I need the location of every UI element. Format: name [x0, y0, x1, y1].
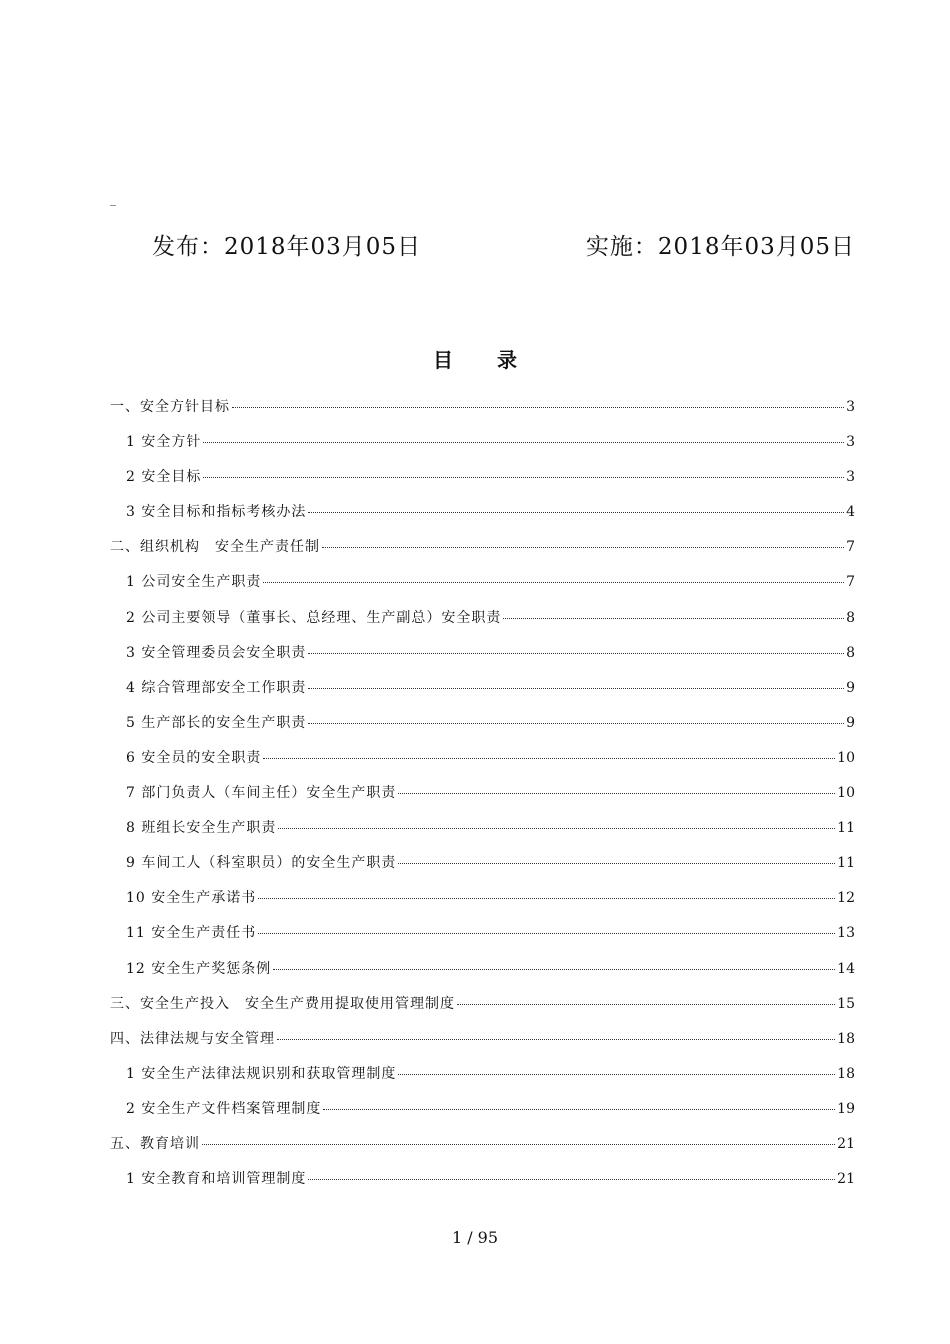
toc-entry-page: 3	[846, 469, 855, 486]
toc-entry-label: 1 公司安全生产职责	[126, 574, 262, 591]
toc-leader-dots	[277, 1039, 835, 1040]
toc-entry-label: 2 公司主要领导（董事长、总经理、生产副总）安全职责	[126, 609, 502, 626]
toc-leader-dots	[322, 547, 844, 548]
toc-entry-label: 9 车间工人（科室职员）的安全生产职责	[126, 855, 397, 872]
toc-entry[interactable]	[110, 607, 855, 642]
toc-title-char-2: 录	[497, 348, 517, 372]
publish-implement-line	[0, 228, 950, 264]
toc-leader-dots	[202, 1144, 835, 1145]
toc-entry[interactable]	[110, 747, 855, 782]
toc-entry-label: 二、组织机构 安全生产责任制	[110, 539, 320, 556]
toc-entry-page: 14	[837, 960, 855, 977]
toc-entry[interactable]	[110, 1028, 855, 1063]
toc-entry[interactable]	[110, 466, 855, 501]
toc-entry[interactable]	[110, 852, 855, 887]
toc-entry-label: 3 安全管理委员会安全职责	[126, 644, 307, 661]
toc-entry-page: 7	[846, 539, 855, 556]
toc-entry[interactable]	[110, 1063, 855, 1098]
toc-leader-dots	[323, 1109, 835, 1110]
toc-leader-dots	[232, 407, 844, 408]
toc-entry-label: 8 班组长安全生产职责	[126, 820, 277, 837]
toc-entry-page: 18	[837, 1065, 855, 1082]
toc-entry-page: 8	[846, 644, 855, 661]
toc-leader-dots	[203, 442, 844, 443]
toc-leader-dots	[308, 723, 844, 724]
page-indicator: 1 / 95	[451, 1228, 499, 1247]
toc-entry[interactable]	[110, 958, 855, 993]
toc-leader-dots	[263, 582, 844, 583]
toc-leader-dots	[398, 793, 835, 794]
toc-entry-page: 9	[846, 714, 855, 731]
toc-entry[interactable]	[110, 396, 855, 431]
toc-entry-page: 4	[846, 504, 855, 521]
toc-title-char-1: 目	[433, 348, 453, 372]
toc-entry[interactable]	[110, 817, 855, 852]
toc-entry[interactable]	[110, 431, 855, 466]
toc-entry[interactable]	[110, 501, 855, 536]
toc-leader-dots	[308, 653, 844, 654]
toc-entry[interactable]	[110, 677, 855, 712]
toc-leader-dots	[308, 512, 844, 513]
toc-entry[interactable]	[110, 1168, 855, 1203]
toc-entry[interactable]	[110, 571, 855, 606]
toc-entry-label: 3 安全目标和指标考核办法	[126, 504, 307, 521]
toc-leader-dots	[203, 477, 844, 478]
toc-entry[interactable]	[110, 536, 855, 571]
toc-entry-page: 3	[846, 399, 855, 415]
toc-entry-page: 11	[837, 855, 855, 872]
toc-entry-label: 5 生产部长的安全生产职责	[126, 714, 307, 731]
toc-entry-page: 7	[846, 574, 855, 591]
toc-entry[interactable]	[110, 1098, 855, 1133]
toc-entry-label: 1 安全生产法律法规识别和获取管理制度	[126, 1065, 397, 1082]
toc-title	[0, 344, 950, 373]
toc-entry[interactable]	[110, 887, 855, 922]
toc-entry-label: 四、法律法规与安全管理	[110, 1030, 275, 1047]
toc-entry-label: 三、安全生产投入 安全生产费用提取使用管理制度	[110, 995, 455, 1012]
toc-entry-page: 15	[837, 995, 855, 1012]
toc-entry[interactable]	[110, 782, 855, 817]
toc-entry-label: 11 安全生产责任书	[126, 925, 257, 942]
toc-leader-dots	[308, 1179, 835, 1180]
toc-entry-label: 12 安全生产奖惩条例	[126, 960, 272, 977]
toc-leader-dots	[457, 1004, 835, 1005]
implement-date: 实施：2018年03月05日	[585, 234, 855, 260]
toc-leader-dots	[258, 933, 835, 934]
toc-leader-dots	[258, 898, 835, 899]
toc-entry-label: 2 安全生产文件档案管理制度	[126, 1100, 322, 1117]
toc-entry-page: 21	[837, 1171, 855, 1188]
toc-entry-page: 18	[837, 1030, 855, 1047]
toc-entry-page: 13	[837, 925, 855, 942]
stray-dash: _	[110, 192, 116, 206]
toc-leader-dots	[398, 1074, 835, 1075]
toc-entry-label: 一、安全方针目标	[110, 399, 230, 415]
toc-leader-dots	[503, 618, 844, 619]
publish-date: 发布：2018年03月05日	[152, 234, 422, 260]
toc-entry-page: 9	[846, 679, 855, 696]
toc-entry-page: 19	[837, 1100, 855, 1117]
toc-entry-label: 6 安全员的安全职责	[126, 749, 262, 766]
toc-entry[interactable]	[110, 993, 855, 1028]
toc-entry-page: 3	[846, 434, 855, 451]
toc-leader-dots	[308, 688, 844, 689]
toc-entry[interactable]	[110, 642, 855, 677]
toc-leader-dots	[263, 758, 835, 759]
toc-entry-label: 10 安全生产承诺书	[126, 890, 257, 907]
toc-entry-page: 10	[837, 785, 855, 802]
toc-entry-label: 五、教育培训	[110, 1135, 200, 1152]
toc-leader-dots	[273, 969, 835, 970]
table-of-contents	[110, 396, 855, 1203]
toc-entry-page: 10	[837, 749, 855, 766]
toc-entry-page: 12	[837, 890, 855, 907]
toc-entry-label: 2 安全目标	[126, 469, 202, 486]
toc-entry-label: 1 安全方针	[126, 434, 202, 451]
toc-entry-page: 21	[837, 1135, 855, 1152]
toc-entry-page: 11	[837, 820, 855, 837]
toc-entry-page: 8	[846, 609, 855, 626]
toc-entry[interactable]	[110, 922, 855, 957]
toc-entry-label: 4 综合管理部安全工作职责	[126, 679, 307, 696]
toc-entry-label: 1 安全教育和培训管理制度	[126, 1171, 307, 1188]
toc-leader-dots	[398, 863, 835, 864]
toc-entry-label: 7 部门负责人（车间主任）安全生产职责	[126, 785, 397, 802]
toc-leader-dots	[278, 828, 835, 829]
toc-entry[interactable]	[110, 712, 855, 747]
toc-entry[interactable]	[110, 1133, 855, 1168]
